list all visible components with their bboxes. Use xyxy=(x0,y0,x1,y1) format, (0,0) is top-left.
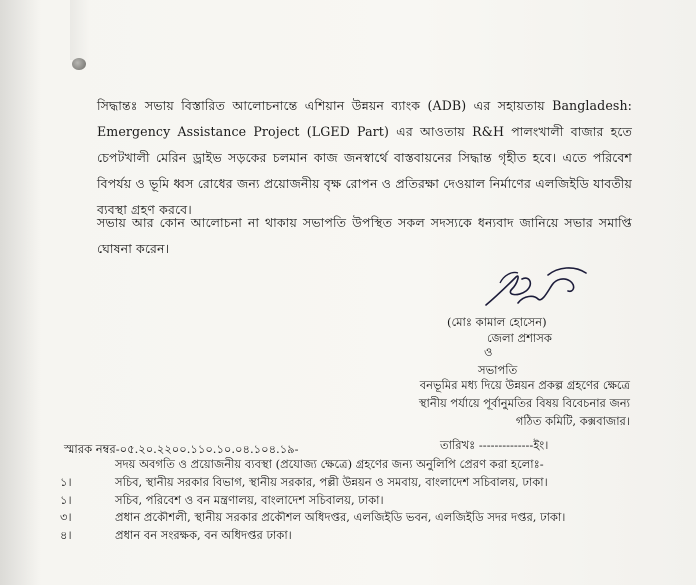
list-item xyxy=(60,527,620,545)
signatory-designation: জেলা প্রশাসক xyxy=(487,331,552,345)
signatory-conjunction: ও xyxy=(484,345,493,359)
closing-paragraph: সভায় আর কোন আলোচনা না থাকায় সভাপতি উপস্থিত সকল সদস্যকে ধন্যবাদ জানিয়ে সভার সমাপ্তি ঘোষনা করেন। xyxy=(97,215,632,256)
list-item-number: ১। xyxy=(60,492,72,507)
list-item-number: ৪। xyxy=(60,527,72,542)
committee-line: গঠিত কমিটি, কক্সবাজার। xyxy=(515,414,630,428)
cc-list xyxy=(60,474,620,544)
page-fold-shadow xyxy=(0,0,40,585)
list-item-text: সচিব, পরিবেশ ও বন মন্ত্রণালয়, বাংলাদেশ সচিবালয়, ঢাকা। xyxy=(115,492,384,507)
memo-number: স্মারক নম্বর-০৫.২০.২২০০.১১০.১০.০৪.১০৪.১৯- xyxy=(64,442,299,456)
list-item-number: ৩। xyxy=(60,510,72,524)
copy-intro: সদয় অবগতি ও প্রয়োজনীয় ব্যবস্থা (প্রযোজ্য ক্ষেত্রে) গ্রহণের জন্য অনুলিপি প্রেরণ করা হলোঃ- xyxy=(115,457,544,471)
signatory-name: (মোঃ কামাল হোসেন) xyxy=(447,315,547,329)
list-item xyxy=(60,474,620,492)
memo-date: তারিখঃ --------------ইং। xyxy=(440,438,549,452)
decision-paragraph: সিদ্ধান্তঃ সভায় বিস্তারিত আলোচনান্তে এশিয়ান উন্নয়ন ব্যাংক (ADB) এর সহায়তায় Bangladesh: Emergency Assistance Project (LGED Part) এর আওতায় R&H পালংখালী বাজার হতে চেপটখালী মেরিন ড্রাইভ সড়কের চলমান কাজ জনস্বার্থে বাস্তবায়নের সিদ্ধান্ত গৃহীত হবে। এতে পরিবেশ বিপর্যয় ও ভূমি ধ্বস রোধের জন্য প্রয়োজনীয় বৃক্ষ রোপন ও প্রতিরক্ষা দেওয়াল নির্মাণের এলজিইডি যাবতীয় ব্যবস্থা গ্রহণ করবে। xyxy=(97,98,632,217)
list-item-number: ১। xyxy=(60,475,72,489)
committee-line: স্থানীয় পর্যায়ে পূর্বানুমতির বিষয় বিবেচনার জন্য xyxy=(418,396,630,410)
list-item-text: প্রধান বন সংরক্ষক, বন অধিদপ্তর ঢাকা। xyxy=(115,527,292,542)
committee-line: বনভূমির মধ্য দিয়ে উন্নয়ন প্রকল্প গ্রহণের ক্ষেত্রে xyxy=(419,378,630,392)
list-item xyxy=(60,492,620,510)
list-item-text: সচিব, স্থানীয় সরকার বিভাগ, স্থানীয় সরকার, পল্লী উন্নয়ন ও সমবায়, বাংলাদেশ সচিবালয়, ঢাকা। xyxy=(115,475,548,489)
list-item xyxy=(60,509,620,527)
page-fold-mark xyxy=(70,0,90,60)
list-item-text: প্রধান প্রকৌশলী, স্থানীয় সরকার প্রকৌশল অধিদপ্তর, এলজিইডি ভবন, এলজিইডি সদর দপ্তর, ঢাকা। xyxy=(115,510,566,524)
committee-block xyxy=(380,376,630,430)
punch-hole xyxy=(72,58,86,70)
signatory-role: সভাপতি xyxy=(478,363,518,377)
signature-image xyxy=(478,255,598,320)
